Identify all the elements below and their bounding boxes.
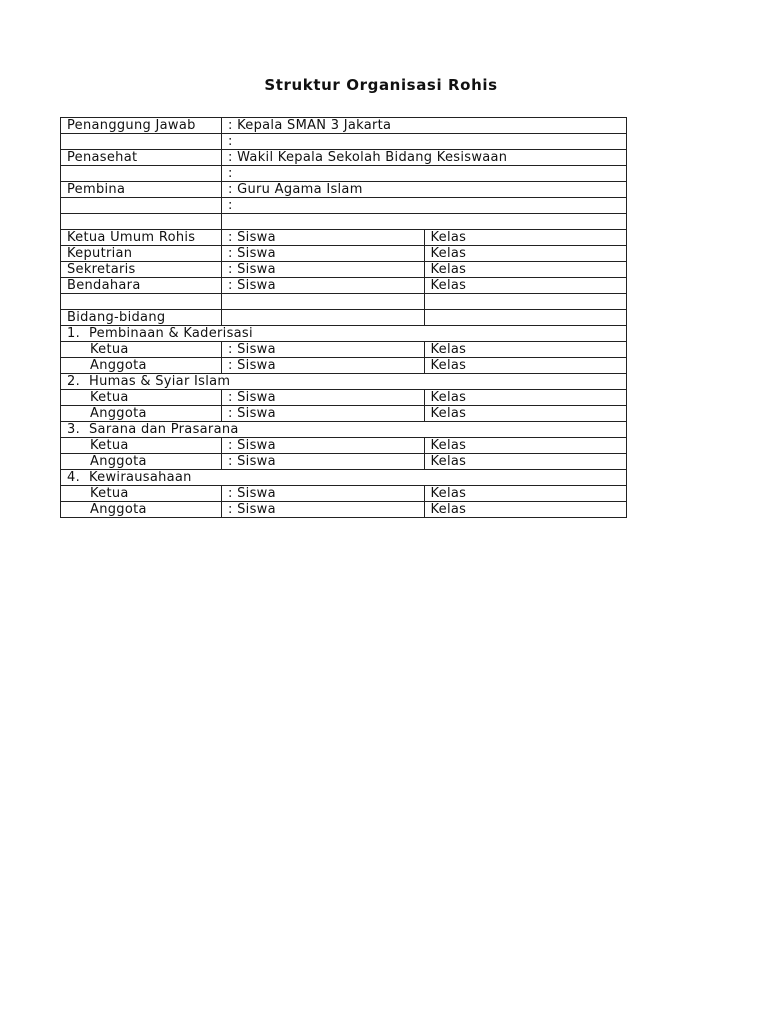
empty-cell [424, 310, 627, 326]
table-row [61, 166, 627, 182]
empty-cell [61, 214, 222, 230]
siswa-cell: : Siswa [222, 342, 425, 358]
siswa-cell: : Siswa [222, 454, 425, 470]
table-row [61, 310, 627, 326]
role-cell: Penanggung Jawab [61, 118, 222, 134]
bidang-name: Sarana dan Prasarana [89, 422, 239, 437]
bidang-name: Pembinaan & Kaderisasi [89, 326, 253, 341]
table-row [61, 454, 627, 470]
empty-cell [222, 310, 425, 326]
siswa-cell: : Siswa [222, 486, 425, 502]
role-cell: Bendahara [61, 278, 222, 294]
siswa-cell: : Siswa [222, 406, 425, 422]
kelas-cell: Kelas [424, 230, 627, 246]
empty-cell [222, 214, 627, 230]
table-row [61, 342, 627, 358]
kelas-cell: Kelas [424, 406, 627, 422]
role-cell: Ketua [61, 342, 222, 358]
kelas-cell: Kelas [424, 390, 627, 406]
kelas-cell: Kelas [424, 246, 627, 262]
table-row [61, 278, 627, 294]
bidang-number: 1. [67, 326, 81, 341]
kelas-cell: Kelas [424, 278, 627, 294]
table-row [61, 326, 627, 342]
table-row [61, 294, 627, 310]
page-title: Struktur Organisasi Rohis [264, 76, 498, 94]
table-row [61, 230, 627, 246]
section-header: Bidang-bidang [61, 310, 222, 326]
table-row [61, 134, 627, 150]
organization-table [60, 117, 627, 518]
siswa-cell: : Siswa [222, 502, 425, 518]
table-row [61, 486, 627, 502]
bidang-number: 2. [67, 374, 81, 389]
kelas-cell: Kelas [424, 454, 627, 470]
table-row [61, 422, 627, 438]
bidang-number: 4. [67, 470, 81, 485]
empty-cell [61, 294, 222, 310]
bidang-heading [61, 374, 627, 390]
table-row [61, 150, 627, 166]
empty-cell [424, 294, 627, 310]
value-cell: : Guru Agama Islam [222, 182, 627, 198]
table-row [61, 374, 627, 390]
bidang-name: Humas & Syiar Islam [89, 374, 231, 389]
value-cell: : [222, 134, 627, 150]
table-row [61, 262, 627, 278]
role-cell: Pembina [61, 182, 222, 198]
kelas-cell: Kelas [424, 358, 627, 374]
role-cell: Keputrian [61, 246, 222, 262]
kelas-cell: Kelas [424, 262, 627, 278]
role-cell: Penasehat [61, 150, 222, 166]
siswa-cell: : Siswa [222, 278, 425, 294]
table-row [61, 438, 627, 454]
table-row [61, 390, 627, 406]
bidang-name: Kewirausahaan [89, 470, 192, 485]
kelas-cell: Kelas [424, 502, 627, 518]
empty-cell [222, 294, 425, 310]
role-cell: Ketua [61, 438, 222, 454]
table-row [61, 358, 627, 374]
role-cell: Sekretaris [61, 262, 222, 278]
empty-cell [61, 198, 222, 214]
role-cell: Anggota [61, 454, 222, 470]
kelas-cell: Kelas [424, 486, 627, 502]
kelas-cell: Kelas [424, 438, 627, 454]
table-row [61, 118, 627, 134]
siswa-cell: : Siswa [222, 262, 425, 278]
table-row [61, 182, 627, 198]
value-cell: : Wakil Kepala Sekolah Bidang Kesiswaan [222, 150, 627, 166]
role-cell: Ketua Umum Rohis [61, 230, 222, 246]
table-row [61, 406, 627, 422]
value-cell: : [222, 166, 627, 182]
bidang-heading [61, 326, 627, 342]
table-row [61, 502, 627, 518]
value-cell: : [222, 198, 627, 214]
siswa-cell: : Siswa [222, 390, 425, 406]
role-cell: Ketua [61, 390, 222, 406]
bidang-heading [61, 470, 627, 486]
table-row [61, 246, 627, 262]
role-cell: Anggota [61, 406, 222, 422]
role-cell: Anggota [61, 502, 222, 518]
siswa-cell: : Siswa [222, 246, 425, 262]
bidang-number: 3. [67, 422, 81, 437]
table-row [61, 470, 627, 486]
siswa-cell: : Siswa [222, 358, 425, 374]
kelas-cell: Kelas [424, 342, 627, 358]
role-cell: Ketua [61, 486, 222, 502]
empty-cell [61, 134, 222, 150]
value-cell: : Kepala SMAN 3 Jakarta [222, 118, 627, 134]
role-cell: Anggota [61, 358, 222, 374]
siswa-cell: : Siswa [222, 230, 425, 246]
empty-cell [61, 166, 222, 182]
siswa-cell: : Siswa [222, 438, 425, 454]
table-row [61, 198, 627, 214]
bidang-heading [61, 422, 627, 438]
table-row [61, 214, 627, 230]
